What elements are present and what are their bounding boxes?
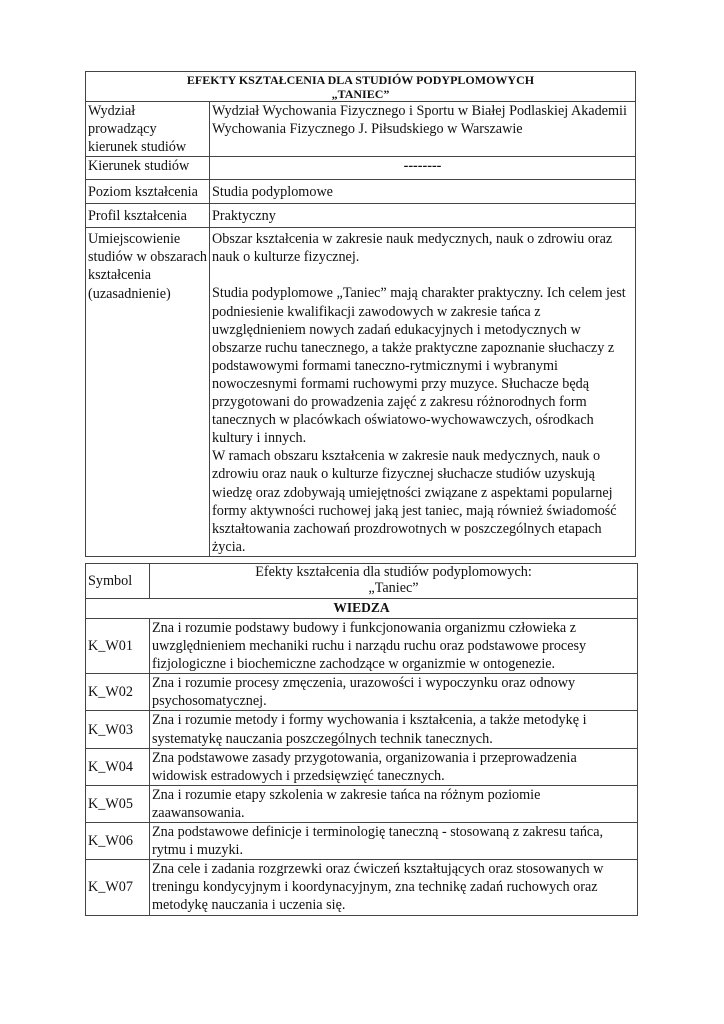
outcome-text: Zna i rozumie procesy zmęczenia, urazowości i wypoczynku oraz odnowy psychosomatycznej. [150,674,638,711]
table-row [86,860,638,915]
outcome-symbol: K_W02 [86,674,150,711]
outcome-symbol: K_W07 [86,860,150,915]
table-row [86,619,638,674]
table-row [86,157,636,180]
row-label-faculty: Wydział prowadzący kierunek studiów [86,102,210,157]
table-row [86,228,636,557]
outcome-symbol: K_W01 [86,619,150,674]
section-heading-wiedza: WIEDZA [86,599,638,619]
placement-paragraph-3: W ramach obszaru kształcenia w zakresie nauk medycznych, nauk o zdrowiu oraz nauk o kulturze fizycznej słuchacze studiów uzyskują wiedzę oraz zdobywają umiejętności związane z aspektami popularnej formy aktywności ruchowej jaką jest taniec, mają również świadomość kształtowania zachowań prozdrowotnych w poszczególnych etapach życia. [212,448,617,555]
outcome-symbol: K_W03 [86,711,150,748]
row-value-level: Studia podyplomowe [210,180,636,204]
outcome-text: Zna podstawowe definicje i terminologię taneczną - stosowaną z zakresu tańca, rytmu i muzyki. [150,823,638,860]
table-title-line-1: EFEKTY KSZTAŁCENIA DLA STUDIÓW PODYPLOMOWYCH [186,73,535,87]
outcome-text: Zna i rozumie etapy szkolenia w zakresie tańca na różnym poziomie zaawansowania. [150,785,638,822]
outcome-text: Zna podstawowe zasady przygotowania, organizowania i przeprowadzenia widowisk estradowych i przedsięwzięć tanecznych. [150,748,638,785]
table-row [86,102,636,157]
learning-outcomes-table [85,563,638,916]
placement-paragraph-2: Studia podyplomowe „Taniec” mają charakter praktyczny. Ich celem jest podniesienie kwalifikacji zawodowych w zakresie tańca z uwzględnieniem nowych zadań edukacyjnych i metodycznych w obszarze ruchu tanecznego, a także praktyczne zapoznanie słuchaczy z podstawowymi formami taneczno-rytmicznymi i wybranymi nowoczesnymi formami ruchowymi przy muzyce. Słuchacze będą przygotowani do prowadzenia zajęć z zakresu różnorodnych form tanecznych w placówkach oświatowo-wychowawczych, ośrodkach kultury i innych. [212,285,626,447]
outcomes-header-line-1: Efekty kształcenia dla studiów podyplomowych: [255,564,532,580]
row-value-field: -------- [210,157,636,180]
row-label-placement: Umiejscowienie studiów w obszarach kształcenia (uzasadnienie) [86,228,210,557]
row-label-field: Kierunek studiów [86,157,210,180]
table-title [86,72,636,102]
outcomes-header [150,564,638,599]
outcome-text: Zna i rozumie podstawy budowy i funkcjonowania organizmu człowieka z uwzględnieniem mechaniki ruchu i narządu ruchu oraz podstawowe procesy fizjologiczne i biochemiczne zachodzące w organizmie w ontogenezie. [150,619,638,674]
table-row [86,204,636,228]
symbol-header: Symbol [86,564,150,599]
outcome-text: Zna cele i zadania rozgrzewki oraz ćwiczeń kształtujących oraz stosowanych w treningu kondycyjnym i koordynacyjnym, zna technikę zadań ruchowych oraz metodykę nauczania i uczenia się. [150,860,638,915]
table-row [86,748,638,785]
table-row [86,823,638,860]
row-label-profile: Profil kształcenia [86,204,210,228]
row-value-placement [210,228,636,557]
outcome-symbol: K_W06 [86,823,150,860]
table-row [86,180,636,204]
row-value-faculty: Wydział Wychowania Fizycznego i Sportu w Białej Podlaskiej Akademii Wychowania Fizycznego J. Piłsudskiego w Warszawie [210,102,636,157]
table-title-line-2: „TANIEC” [331,87,390,101]
table-row [86,674,638,711]
outcome-symbol: K_W05 [86,785,150,822]
outcomes-header-line-2: „Taniec” [368,580,419,596]
row-label-level: Poziom kształcenia [86,180,210,204]
row-value-profile: Praktyczny [210,204,636,228]
program-info-table [85,71,636,557]
outcome-text: Zna i rozumie metody i formy wychowania i kształcenia, a także metodykę i systematykę nauczania poszczególnych technik tanecznych. [150,711,638,748]
table-row [86,711,638,748]
placement-paragraph-1: Obszar kształcenia w zakresie nauk medycznych, nauk o zdrowiu oraz nauk o kulturze fizycznej. [212,231,613,266]
table-row [86,785,638,822]
outcome-symbol: K_W04 [86,748,150,785]
